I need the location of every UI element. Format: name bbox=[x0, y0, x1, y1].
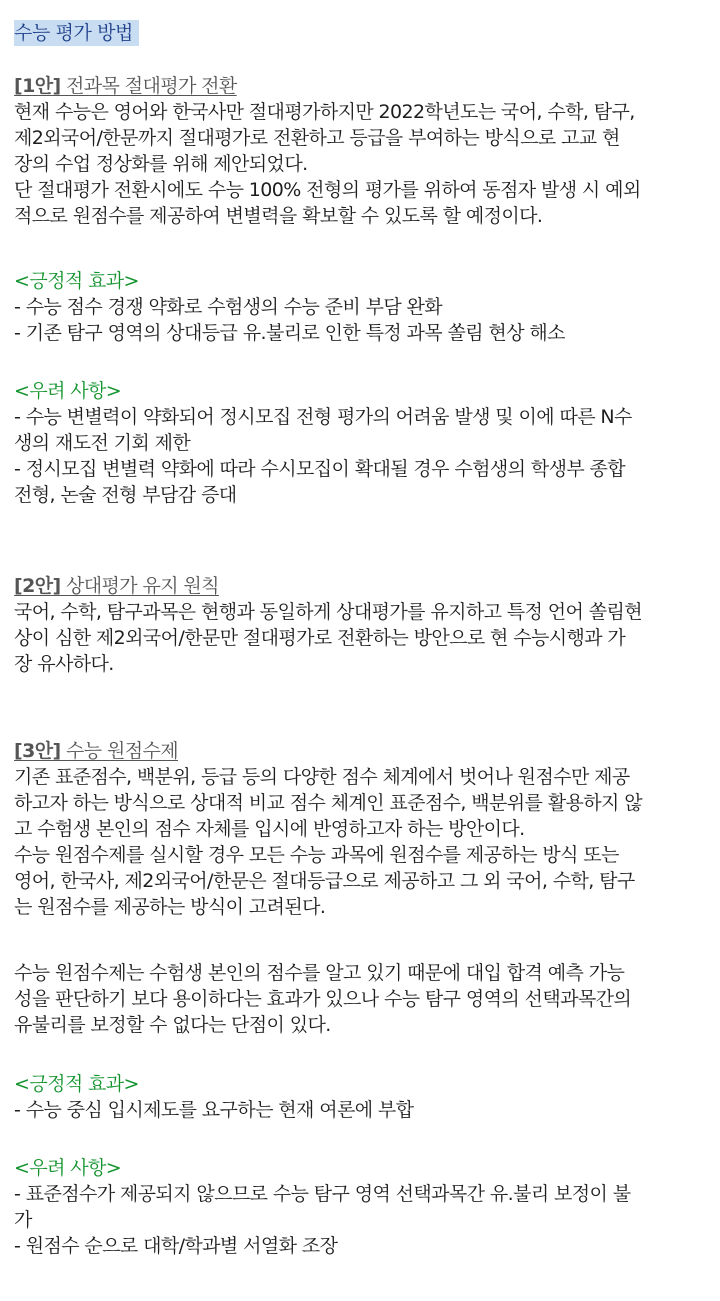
plan2-section bbox=[14, 573, 706, 677]
plan2-name: 상대평가 유지 원칙 bbox=[66, 575, 219, 597]
plan3-pros-item: - 수능 중심 입시제도를 요구하는 현재 여론에 부합 bbox=[14, 1099, 414, 1121]
plan1-desc-line: 단 절대평가 전환시에도 수능 100% 전형의 평가를 위하여 동점자 발생 시 예외 bbox=[14, 179, 641, 201]
plan1-desc-line: 현재 수능은 영어와 한국사만 절대평가하지만 2022학년도는 국어, 수학, 탐구, bbox=[14, 101, 635, 123]
plan1-pros-label: <긍정적 효과> bbox=[14, 270, 139, 292]
plan1-cons-item: 전형, 논술 전형 부담감 증대 bbox=[14, 484, 237, 506]
plan3-desc-line: 는 원점수를 제공하는 방식이 고려된다. bbox=[14, 896, 326, 918]
plan3-section bbox=[14, 738, 706, 920]
plan3-desc-line: 하고자 하는 방식으로 상대적 비교 점수 체계인 표준점수, 백분위를 활용하지 않 bbox=[14, 792, 642, 814]
plan1-name: 전과목 절대평가 전환 bbox=[66, 75, 237, 97]
plan3-tag: [3안] bbox=[14, 740, 61, 762]
plan3-cons-item: 가 bbox=[14, 1209, 32, 1231]
plan1-pros-section bbox=[14, 268, 706, 346]
plan2-desc-line: 국어, 수학, 탐구과목은 현행과 동일하게 상대평가를 유지하고 특정 언어 쏠림현 bbox=[14, 601, 642, 623]
plan3-desc-line: 기존 표준점수, 백분위, 등급 등의 다양한 점수 체계에서 벗어나 원점수만 제공 bbox=[14, 766, 630, 788]
plan3-desc-line: 수능 원점수제를 실시할 경우 모든 수능 과목에 원점수를 제공하는 방식 또는 bbox=[14, 844, 619, 866]
plan1-cons-item: - 정시모집 변별력 약화에 따라 수시모집이 확대될 경우 수험생의 학생부 종합 bbox=[14, 458, 626, 480]
plan1-desc-line: 적으로 원점수를 제공하여 변별력을 확보할 수 있도록 할 예정이다. bbox=[14, 205, 543, 227]
plan3-cons-label: <우려 사항> bbox=[14, 1157, 122, 1179]
plan1-cons-item: 생의 재도전 기회 제한 bbox=[14, 432, 191, 454]
plan1-cons-label: <우려 사항> bbox=[14, 380, 122, 402]
plan1-cons-item: - 수능 변별력이 약화되어 정시모집 전형 평가의 어려움 발생 및 이에 따른 N수 bbox=[14, 406, 632, 428]
plan3-summary-section bbox=[14, 960, 706, 1038]
document-title: 수능 평가 방법 bbox=[14, 20, 139, 46]
plan3-summary-line: 유불리를 보정할 수 없다는 단점이 있다. bbox=[14, 1014, 331, 1036]
plan3-desc-line: 영어, 한국사, 제2외국어/한문은 절대등급으로 제공하고 그 외 국어, 수학, 탐구 bbox=[14, 870, 635, 892]
plan3-heading bbox=[14, 738, 706, 764]
plan3-cons-item: - 표준점수가 제공되지 않으므로 수능 탐구 영역 선택과목간 유.불리 보정이 불 bbox=[14, 1183, 631, 1205]
plan3-name: 수능 원점수제 bbox=[66, 740, 178, 762]
plan1-cons-section bbox=[14, 378, 706, 508]
plan3-summary-line: 수능 원점수제는 수험생 본인의 점수를 알고 있기 때문에 대입 합격 예측 가능 bbox=[14, 962, 625, 984]
plan1-section bbox=[14, 73, 706, 229]
plan2-desc-line: 상이 심한 제2외국어/한문만 절대평가로 전환하는 방안으로 현 수능시행과 가 bbox=[14, 627, 626, 649]
plan1-desc-line: 장의 수업 정상화를 위해 제안되었다. bbox=[14, 153, 308, 175]
plan3-pros-label: <긍정적 효과> bbox=[14, 1073, 139, 1095]
plan3-summary-line: 성을 판단하기 보다 용이하다는 효과가 있으나 수능 탐구 영역의 선택과목간의 bbox=[14, 988, 632, 1010]
document-title-block bbox=[14, 20, 706, 46]
plan1-pros-item: - 수능 점수 경쟁 약화로 수험생의 수능 준비 부담 완화 bbox=[14, 296, 443, 318]
plan1-desc-line: 제2외국어/한문까지 절대평가로 전환하고 등급을 부여하는 방식으로 고교 현 bbox=[14, 127, 620, 149]
plan3-pros-section bbox=[14, 1071, 706, 1123]
plan2-heading bbox=[14, 573, 706, 599]
plan3-cons-item: - 원점수 순으로 대학/학과별 서열화 조장 bbox=[14, 1235, 338, 1257]
plan1-heading bbox=[14, 73, 706, 99]
plan3-cons-section bbox=[14, 1155, 706, 1259]
plan1-tag: [1안] bbox=[14, 75, 61, 97]
plan3-desc-line: 고 수험생 본인의 점수 자체를 입시에 반영하고자 하는 방안이다. bbox=[14, 818, 525, 840]
plan2-desc-line: 장 유사하다. bbox=[14, 653, 114, 675]
plan1-pros-item: - 기존 탐구 영역의 상대등급 유.불리로 인한 특정 과목 쏠림 현상 해소 bbox=[14, 322, 565, 344]
plan2-tag: [2안] bbox=[14, 575, 61, 597]
